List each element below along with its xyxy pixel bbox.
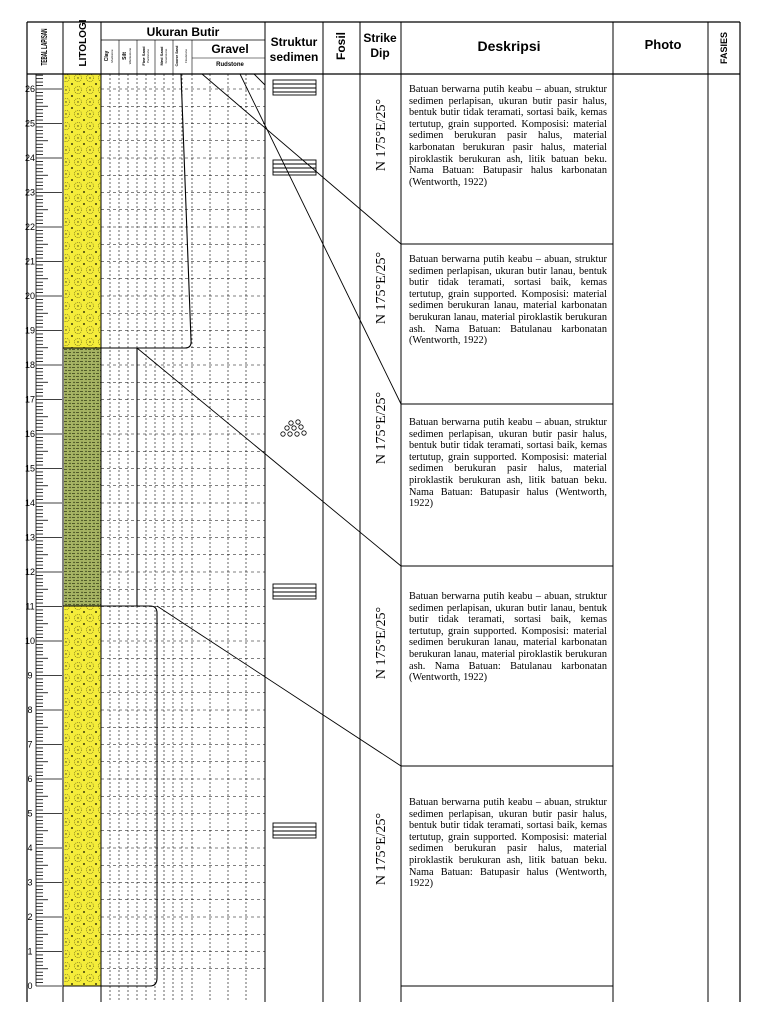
correlation-lines	[137, 74, 401, 766]
grain-class-med-sand-sub: Grainstone	[164, 48, 168, 64]
depth-label: 7	[27, 739, 33, 750]
lamination-icon	[273, 160, 316, 175]
grain-class-silt: Silt	[122, 52, 128, 60]
depth-label: 0	[27, 981, 33, 991]
rudstone-header: Rudstone	[216, 62, 244, 68]
grain-class-med-sand: Med Sand	[159, 46, 164, 66]
depth-label: 23	[24, 187, 36, 198]
depth-label: 1	[27, 946, 33, 957]
grain-class-fine-sand: Fine Sand	[141, 46, 146, 66]
depth-label: 13	[24, 532, 36, 543]
lamination-icon	[273, 823, 316, 838]
grain-class-clay-sub: Mudstone	[110, 49, 114, 63]
structure-symbols	[273, 80, 316, 838]
depth-label: 3	[27, 877, 33, 888]
depth-label: 16	[24, 429, 36, 439]
siltstone-layer	[64, 348, 101, 606]
depth-label: 6	[27, 774, 33, 784]
depth-label: 5	[27, 808, 33, 819]
depth-label: 12	[24, 567, 36, 577]
sandstone-layer-upper	[64, 74, 101, 348]
grain-class-silt-sub: Wackestone	[128, 47, 132, 65]
description-block: Batuan berwarna putih keabu – abuan, struktur sedimen perlapisan, ukuran butir pasir halus, bentuk butir tidak teramati, sortasi baik, kemas tertutup, grain supported. Komposisi: material sedimen berukuran pasir halus, material piroklastik berukuran ash, litik batuan beku. Nama Batuan: Batupasir halus (Wentworth, 1922)	[409, 417, 607, 510]
description-block: Batuan berwarna putih keabu – abuan, struktur sedimen perlapisan, ukuran butir lanau, bentuk butir tidak teramati, sortasi baik, kemas tertutup, grain supported. Komposisi: material sedimen berukuran lanau, material karbonatan berukuran lanau, material piroklastik berukuran ash. Nama Batuan: Batulanau karbonatan (Wentworth, 1922)	[409, 254, 607, 347]
depth-label: 11	[25, 601, 35, 612]
ukuran-butir-header: Ukuran Butir	[146, 25, 220, 39]
depth-label: 2	[27, 912, 33, 922]
strike-dip-label: N 175°E/25°	[374, 251, 389, 325]
strike-dip-header-line1: Strike	[363, 31, 397, 45]
strike-dip-label: N 175°E/25°	[374, 98, 389, 172]
depth-label: 8	[27, 705, 33, 715]
fossil-cluster-icon	[281, 420, 306, 436]
grain-class-labels	[104, 46, 188, 67]
depth-label: 9	[27, 670, 33, 681]
deskripsi-header: Deskripsi	[477, 38, 541, 54]
tebal-lapisan-header: TEBAL LAPISAN	[40, 28, 50, 66]
depth-label: 14	[24, 498, 36, 508]
strike-dip-values	[374, 99, 389, 885]
photo-header: Photo	[644, 37, 682, 52]
depth-label: 4	[27, 843, 33, 853]
depth-label: 20	[24, 291, 36, 301]
lithology-column	[64, 74, 101, 986]
depth-label: 22	[24, 222, 36, 232]
depth-scale	[36, 74, 62, 986]
depth-label: 21	[24, 256, 36, 267]
depth-label: 24	[24, 153, 36, 163]
description-block: Batuan berwarna putih keabu – abuan, struktur sedimen perlapisan, ukuran butir pasir halus, bentuk butir tidak teramati, sortasi baik, kemas tertutup, grain supported. Komposisi: material sedimen berukuran pasir halus, material karbonatan berukuran pasir halus, material piroklastik berukuran ash, litik batuan beku. Nama Batuan: Batupasir halus karbonatan (Wentworth, 1922)	[409, 84, 607, 188]
description-block: Batuan berwarna putih keabu – abuan, struktur sedimen perlapisan, ukuran butir pasir halus, bentuk butir tidak teramati, sortasi baik, kemas tertutup, grain supported. Komposisi: material sedimen berukuran pasir halus, material piroklastik berukuran ash, litik batuan beku. Nama Batuan: Batupasir halus (Wentworth, 1922)	[409, 797, 607, 890]
grain-size-grid	[101, 74, 265, 1002]
depth-label: 15	[24, 463, 36, 474]
strike-dip-header-line2: Dip	[370, 46, 390, 60]
struktur-sedimen-header-line2: sedimen	[269, 50, 319, 64]
depth-label: 10	[24, 636, 36, 646]
description-block: Batuan berwarna putih keabu – abuan, struktur sedimen perlapisan, ukuran butir lanau, bentuk butir tidak teramati, sortasi baik, kemas tertutup, grain supported. Komposisi: material sedimen berukuran lanau, material karbonatan berukuran lanau, material piroklastik berukuran ash. Nama Batuan: Batulanau karbonatan (Wentworth, 1922)	[409, 591, 607, 684]
struktur-sedimen-header-line1: Struktur	[270, 35, 318, 49]
strike-dip-label: N 175°E/25°	[374, 812, 389, 886]
gravel-header: Gravel	[211, 42, 249, 56]
fasies-header: FASIES	[719, 31, 729, 65]
litologi-header: LITOLOGI	[78, 19, 89, 67]
grain-class-coarse-sand: Coarse Sand	[175, 45, 179, 67]
strike-dip-label: N 175°E/25°	[374, 391, 389, 465]
depth-label: 18	[24, 360, 36, 370]
strike-dip-label: N 175°E/25°	[374, 606, 389, 680]
depth-label: 25	[24, 118, 36, 129]
lamination-icon	[273, 584, 316, 599]
grain-class-fine-sand-sub: Packstone	[146, 48, 150, 64]
grain-class-coarse-sand-sub: Floatstone	[184, 48, 188, 64]
grain-class-clay: Clay	[104, 50, 110, 62]
lamination-icon	[273, 80, 316, 95]
depth-label: 17	[24, 394, 36, 405]
depth-label: 26	[24, 84, 36, 94]
fosil-header: Fosil	[334, 31, 348, 61]
sandstone-layer-lower	[64, 606, 101, 986]
depth-label: 19	[24, 325, 36, 336]
